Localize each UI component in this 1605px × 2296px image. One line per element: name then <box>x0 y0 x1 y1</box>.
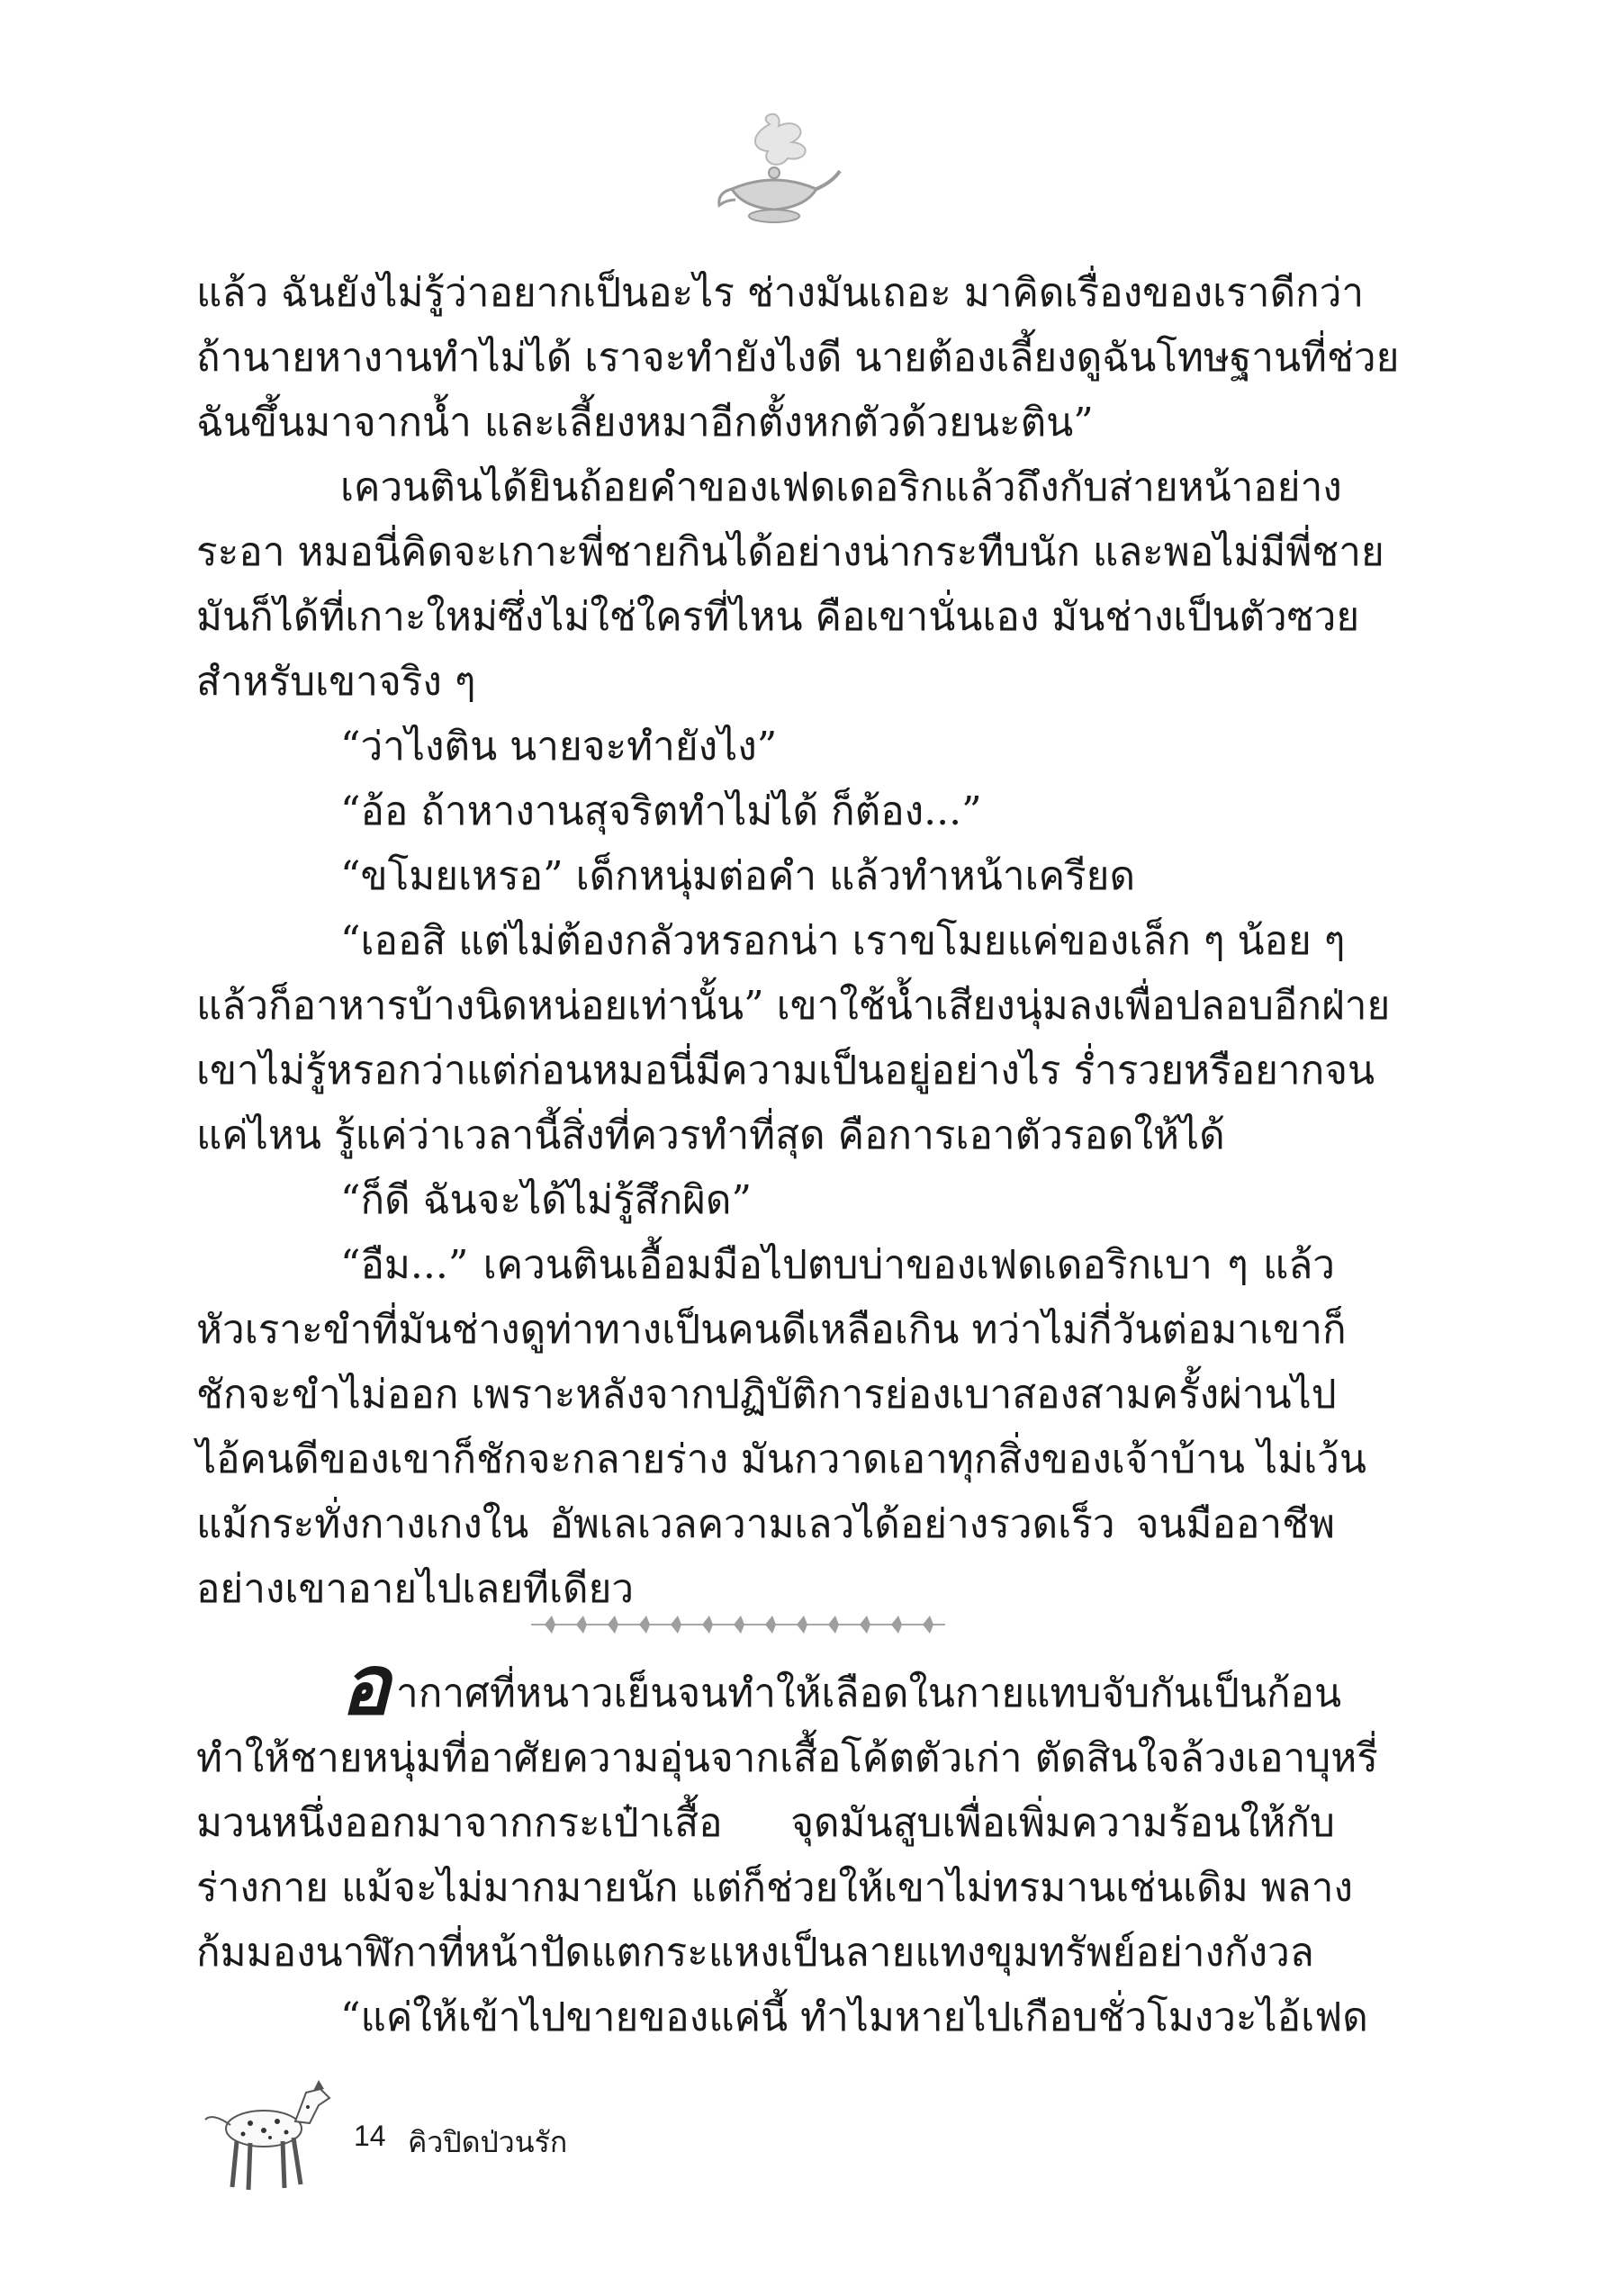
text-line: แม้กระทั่งกางเกงใน อัพเลเวลความเลวได้อย่างรวดเร็ว จนมืออาชีพ <box>196 1501 1335 1547</box>
dalmatian-dog-icon <box>196 2066 340 2201</box>
text-line: อย่างเขาอายไปเลยทีเดียว <box>196 1566 635 1612</box>
page-number: 14 <box>354 2120 386 2152</box>
text-line: แล้วก็อาหารบ้างนิดหน่อยเท่านั้น” เขาใช้น้ำเสียงนุ่มลงเพื่อปลอบอีกฝ่าย <box>196 983 1391 1029</box>
text-line: หัวเราะขำที่มันช่างดูท่าทางเป็นคนดีเหลือเกิน ทว่าไม่กี่วันต่อมาเขาก็ <box>196 1307 1347 1353</box>
body-text-part-1 <box>196 261 1400 1622</box>
leaf-vine-divider-icon <box>522 1611 954 1638</box>
text-line: ระอา หมอนี่คิดจะเกาะพี่ชายกินได้อย่างน่ากระทืบนัก และพอไม่มีพี่ชาย <box>196 529 1384 575</box>
text-line: มันก็ได้ที่เกาะใหม่ซึ่งไม่ใช่ใครที่ไหน คือเขานั่นเอง มันช่างเป็นตัวซวย <box>196 594 1360 640</box>
text-line-dropcap <box>196 1636 1342 1733</box>
text-line: ก้มมองนาฬิกาที่หน้าปัดแตกระแหงเป็นลายแทงขุมทรัพย์อย่างกังวล <box>196 1930 1314 1976</box>
text-line: ไอ้คนดีของเขาก็ชักจะกลายร่าง มันกวาดเอาทุกสิ่งของเจ้าบ้าน ไม่เว้น <box>196 1436 1366 1482</box>
body-text-part-2 <box>196 1636 1378 2050</box>
text-line: มวนหนึ่งออกมาจากกระเป๋าเสื้อ จุดมันสูบเพื่อเพิ่มความร้อนให้กับ <box>196 1800 1335 1846</box>
page-footer <box>196 2066 736 2210</box>
text-line: เควนตินได้ยินถ้อยคำของเฟดเดอริกแล้วถึงกับส่ายหน้าอย่าง <box>340 464 1342 510</box>
text-line: ทำให้ชายหนุ่มที่อาศัยความอุ่นจากเสื้อโค้ตตัวเก่า ตัดสินใจล้วงเอาบุหรี่ <box>196 1735 1378 1781</box>
text-line: แค่ไหน รู้แค่ว่าเวลานี้สิ่งที่ควรทำที่สุด คือการเอาตัวรอดให้ได้ <box>196 1112 1225 1158</box>
text-line-content: ากาศที่หนาวเย็นจนทำให้เลือดในกายแทบจับกันเป็นก้อน <box>396 1670 1342 1716</box>
book-title: คิวปิดป่วนรัก <box>408 2126 568 2158</box>
text-line: “อ้อ ถ้าหางานสุจริตทำไม่ได้ ก็ต้อง...” <box>340 788 982 834</box>
text-line: ร่างกาย แม้จะไม่มากมายนัก แต่ก็ช่วยให้เขาไม่ทรมานเช่นเดิม พลาง <box>196 1865 1353 1911</box>
genie-lamp-icon <box>707 106 842 232</box>
text-line: “อืม...” เควนตินเอื้อมมือไปตบบ่าของเฟดเดอริกเบา ๆ แล้ว <box>340 1242 1335 1288</box>
text-line: “เออสิ แต่ไม่ต้องกลัวหรอกน่า เราขโมยแค่ของเล็ก ๆ น้อย ๆ <box>340 918 1346 964</box>
text-line: ชักจะขำไม่ออก เพราะหลังจากปฏิบัติการย่องเบาสองสามครั้งผ่านไป <box>196 1372 1337 1418</box>
text-line: แล้ว ฉันยังไม่รู้ว่าอยากเป็นอะไร ช่างมันเถอะ มาคิดเรื่องของเราดีกว่า <box>196 270 1365 316</box>
text-line: ถ้านายหางานทำไม่ได้ เราจะทำยังไงดี นายต้องเลี้ยงดูฉันโทษฐานที่ช่วย <box>196 335 1400 381</box>
text-line: ฉันขึ้นมาจากน้ำ และเลี้ยงหมาอีกตั้งหกตัวด้วยนะติน” <box>196 400 1094 446</box>
text-line: “ว่าไงติน นายจะทำยังไง” <box>340 724 778 770</box>
text-line: เขาไม่รู้หรอกว่าแต่ก่อนหมอนี่มีความเป็นอยู่อย่างไร ร่ำรวยหรือยากจน <box>196 1048 1375 1094</box>
text-line: สำหรับเขาจริง ๆ <box>196 659 476 705</box>
drop-cap: อ <box>340 1636 391 1733</box>
text-line: “ก็ดี ฉันจะได้ไม่รู้สึกผิด” <box>340 1177 752 1223</box>
text-line: “แค่ให้เข้าไปขายของแค่นี้ ทำไมหายไปเกือบชั่วโมงวะไอ้เฟด <box>340 1994 1368 2040</box>
text-line: “ขโมยเหรอ” เด็กหนุ่มต่อคำ แล้วทำหน้าเครียด <box>340 853 1136 899</box>
